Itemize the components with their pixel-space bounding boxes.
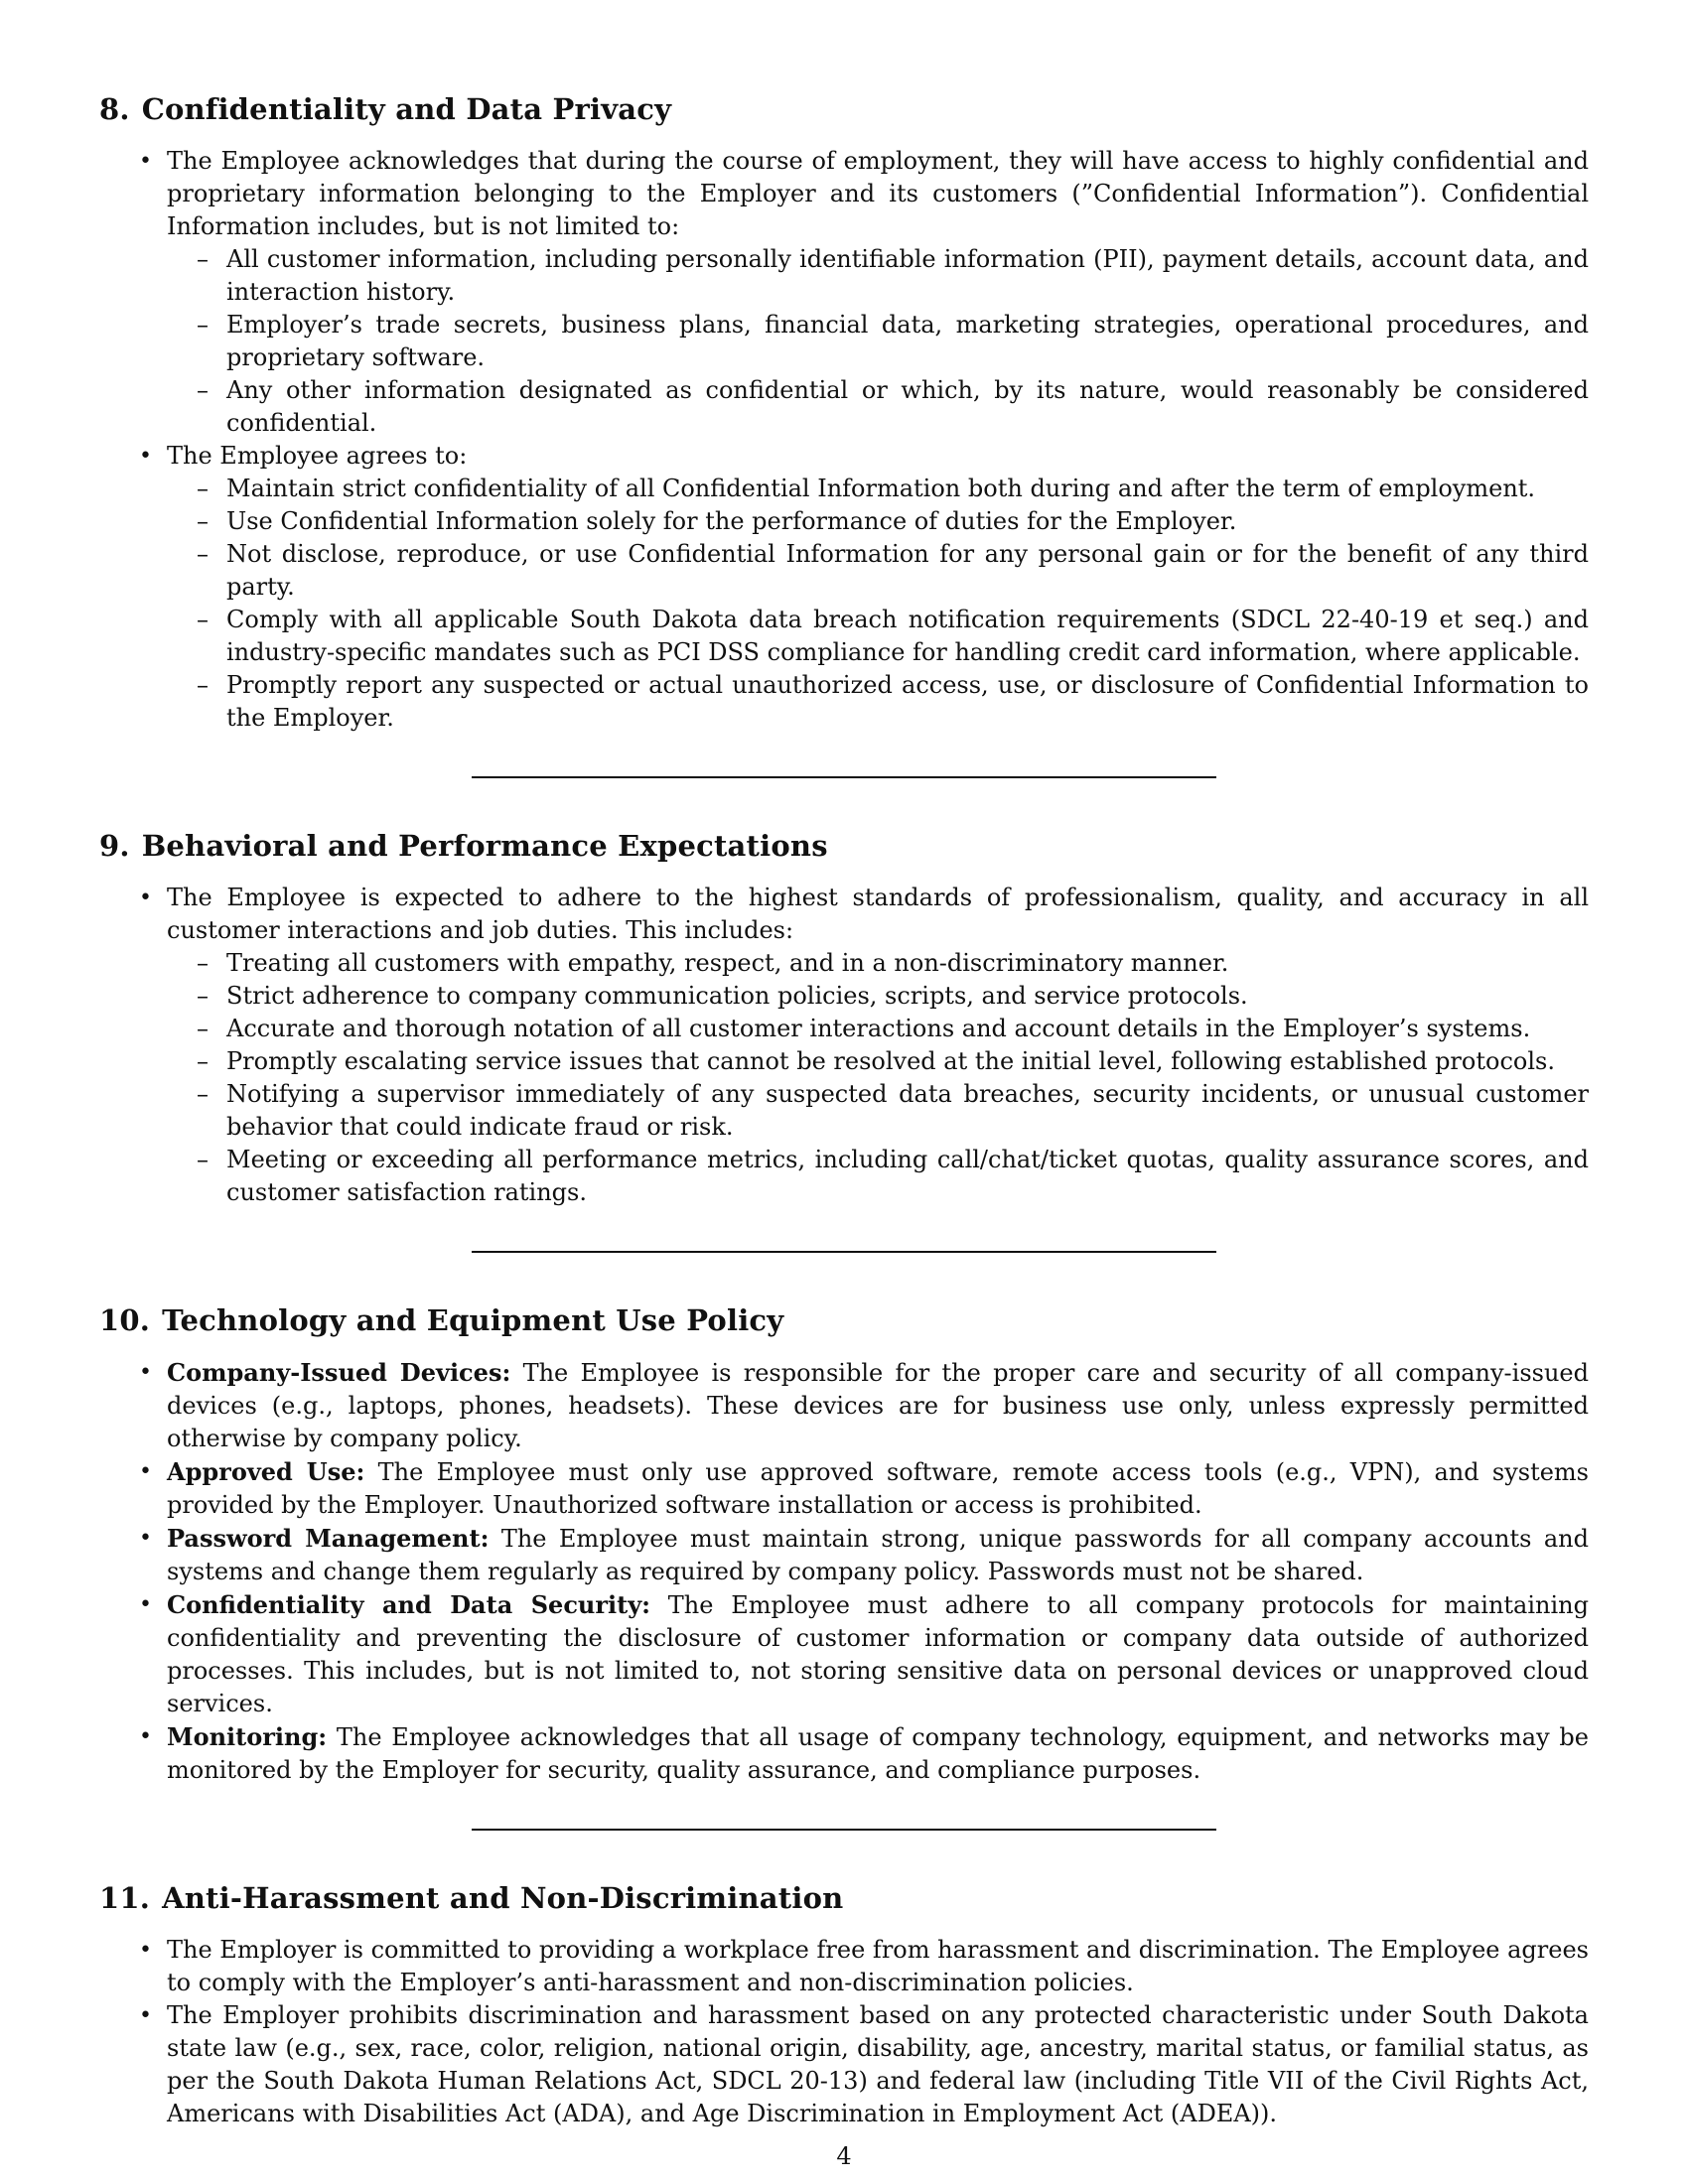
document-page bbox=[99, 91, 1589, 2130]
section-divider bbox=[472, 1251, 1216, 1253]
section-divider bbox=[472, 1829, 1216, 1831]
bullet-list bbox=[99, 145, 1589, 735]
sub-list-item: – Treating all customers with empathy, respect, and in a non-discriminatory manner. bbox=[99, 947, 1589, 980]
list-item: • Password Management: The Employee must maintain strong, unique passwords for all company accounts and systems and change them regularly as required by company policy. Passwords must not be shared. bbox=[99, 1522, 1589, 1588]
section-anti-harassment bbox=[99, 1880, 1589, 2130]
list-item: • The Employee acknowledges that during the course of employment, they will have access to highly confidential and proprietary information belonging to the Employer and its customers (”Confidential Information”). Confidential Information includes, but is not limited to: – All customer information, including personally identifiable information (PII), payment details, account data, and interaction history. – Employer’s trade secrets, business plans, financial data, marketing strategies, operational procedures, and proprietary software. – Any other information designated as confidential or which, by its nature, would reasonably be considered confidential. bbox=[99, 145, 1589, 440]
section-heading: 10. Technology and Equipment Use Policy bbox=[99, 1303, 784, 1337]
sub-list-item: – Employer’s trade secrets, business plans, financial data, marketing strategies, operational procedures, and proprietary software. bbox=[99, 309, 1589, 374]
list-item: • The Employee is expected to adhere to the highest standards of professionalism, quality, and accuracy in all customer interactions and job duties. This includes: – Treating all customers with empathy, respect, and in a non-discriminatory manner. – Strict adherence to company communication policies, scripts, and service protocols. – Accurate and thorough notation of all customer interactions and account details in the Employer’s systems. – Promptly escalating service issues that cannot be resolved at the initial level, following established protocols. – Notifying a supervisor immediately of any suspected data breaches, security incidents, or unusual customer behavior that could indicate fraud or risk. – Meeting or exceeding all performance metrics, including call/chat/ticket quotas, quality assurance scores, and customer satisfaction ratings. bbox=[99, 882, 1589, 1209]
sub-list-item: – Maintain strict confidentiality of all Confidential Information both during and after the term of employment. bbox=[99, 473, 1589, 505]
sub-list-item: – Any other information designated as confidential or which, by its nature, would reasonably be considered confidential. bbox=[99, 374, 1589, 440]
section-heading: 11. Anti-Harassment and Non-Discrimination bbox=[99, 1881, 844, 1915]
section-divider bbox=[472, 776, 1216, 778]
sub-list-item: – Promptly report any suspected or actual unauthorized access, use, or disclosure of Confidential Information to the Employer. bbox=[99, 669, 1589, 735]
sub-list-item: – Notifying a supervisor immediately of any suspected data breaches, security incidents, or unusual customer behavior that could indicate fraud or risk. bbox=[99, 1078, 1589, 1144]
section-heading: 9. Behavioral and Performance Expectations bbox=[99, 829, 828, 863]
list-item: • Monitoring: The Employee acknowledges that all usage of company technology, equipment, and networks may be monitored by the Employer for security, quality assurance, and compliance purposes. bbox=[99, 1720, 1589, 1787]
sub-list-item: – Promptly escalating service issues that cannot be resolved at the initial level, following established protocols. bbox=[99, 1045, 1589, 1078]
sub-list-item: – Use Confidential Information solely for the performance of duties for the Employer. bbox=[99, 505, 1589, 538]
section-heading: 8. Confidentiality and Data Privacy bbox=[99, 92, 672, 126]
bullet-list bbox=[99, 1934, 1589, 2130]
list-item: • The Employer prohibits discrimination and harassment based on any protected characteristic under South Dakota state law (e.g., sex, race, color, religion, national origin, disability, age, ancestry, marital status, or familial status, as per the South Dakota Human Relations Act, SDCL 20-13) and federal law (including Title VII of the Civil Rights Act, Americans with Disabilities Act (ADA), and Age Discrimination in Employment Act (ADEA)). bbox=[99, 1999, 1589, 2130]
sub-list-item: – Comply with all applicable South Dakota data breach notification requirements (SDCL 22-40-19 et seq.) and industry-specific mandates such as PCI DSS compliance for handling credit card information, where applicable. bbox=[99, 604, 1589, 669]
page-number: 4 bbox=[836, 2142, 852, 2170]
list-item: • Approved Use: The Employee must only use approved software, remote access tools (e.g., VPN), and systems provided by the Employer. Unauthorized software installation or access is prohibited. bbox=[99, 1455, 1589, 1522]
list-item: • The Employer is committed to providing a workplace free from harassment and discrimination. The Employee agrees to comply with the Employer’s anti-harassment and non-discrimination policies. bbox=[99, 1934, 1589, 1999]
bullet-list bbox=[99, 882, 1589, 1209]
sub-list-item: – Accurate and thorough notation of all customer interactions and account details in the Employer’s systems. bbox=[99, 1013, 1589, 1045]
sub-list-item: – Meeting or exceeding all performance metrics, including call/chat/ticket quotas, quality assurance scores, and customer satisfaction ratings. bbox=[99, 1144, 1589, 1209]
sub-list-item: – All customer information, including personally identifiable information (PII), payment details, account data, and interaction history. bbox=[99, 243, 1589, 309]
sub-list-item: – Not disclose, reproduce, or use Confidential Information for any personal gain or for the benefit of any third party. bbox=[99, 538, 1589, 604]
section-behavior bbox=[99, 828, 1589, 1209]
list-item: • The Employee agrees to: – Maintain strict confidentiality of all Confidential Information both during and after the term of employment. – Use Confidential Information solely for the performance of duties for the Employer. – Not disclose, reproduce, or use Confidential Information for any personal gain or for the benefit of any third party. – Comply with all applicable South Dakota data breach notification requirements (SDCL 22-40-19 et seq.) and industry-specific mandates such as PCI DSS compliance for handling credit card information, where applicable. – Promptly report any suspected or actual unauthorized access, use, or disclosure of Confidential Information to the Employer. bbox=[99, 440, 1589, 735]
sub-list-item: – Strict adherence to company communication policies, scripts, and service protocols. bbox=[99, 980, 1589, 1013]
bullet-list bbox=[99, 1356, 1589, 1787]
list-item: • Company-Issued Devices: The Employee is responsible for the proper care and security of all company-issued devices (e.g., laptops, phones, headsets). These devices are for business use only, unless expressly permitted otherwise by company policy. bbox=[99, 1356, 1589, 1455]
section-confidentiality bbox=[99, 91, 1589, 735]
list-item: • Confidentiality and Data Security: The Employee must adhere to all company protocols for maintaining confidentiality and preventing the disclosure of customer information or company data outside of authorized processes. This includes, but is not limited to, not storing sensitive data on personal devices or unapproved cloud services. bbox=[99, 1588, 1589, 1720]
section-technology bbox=[99, 1302, 1589, 1787]
